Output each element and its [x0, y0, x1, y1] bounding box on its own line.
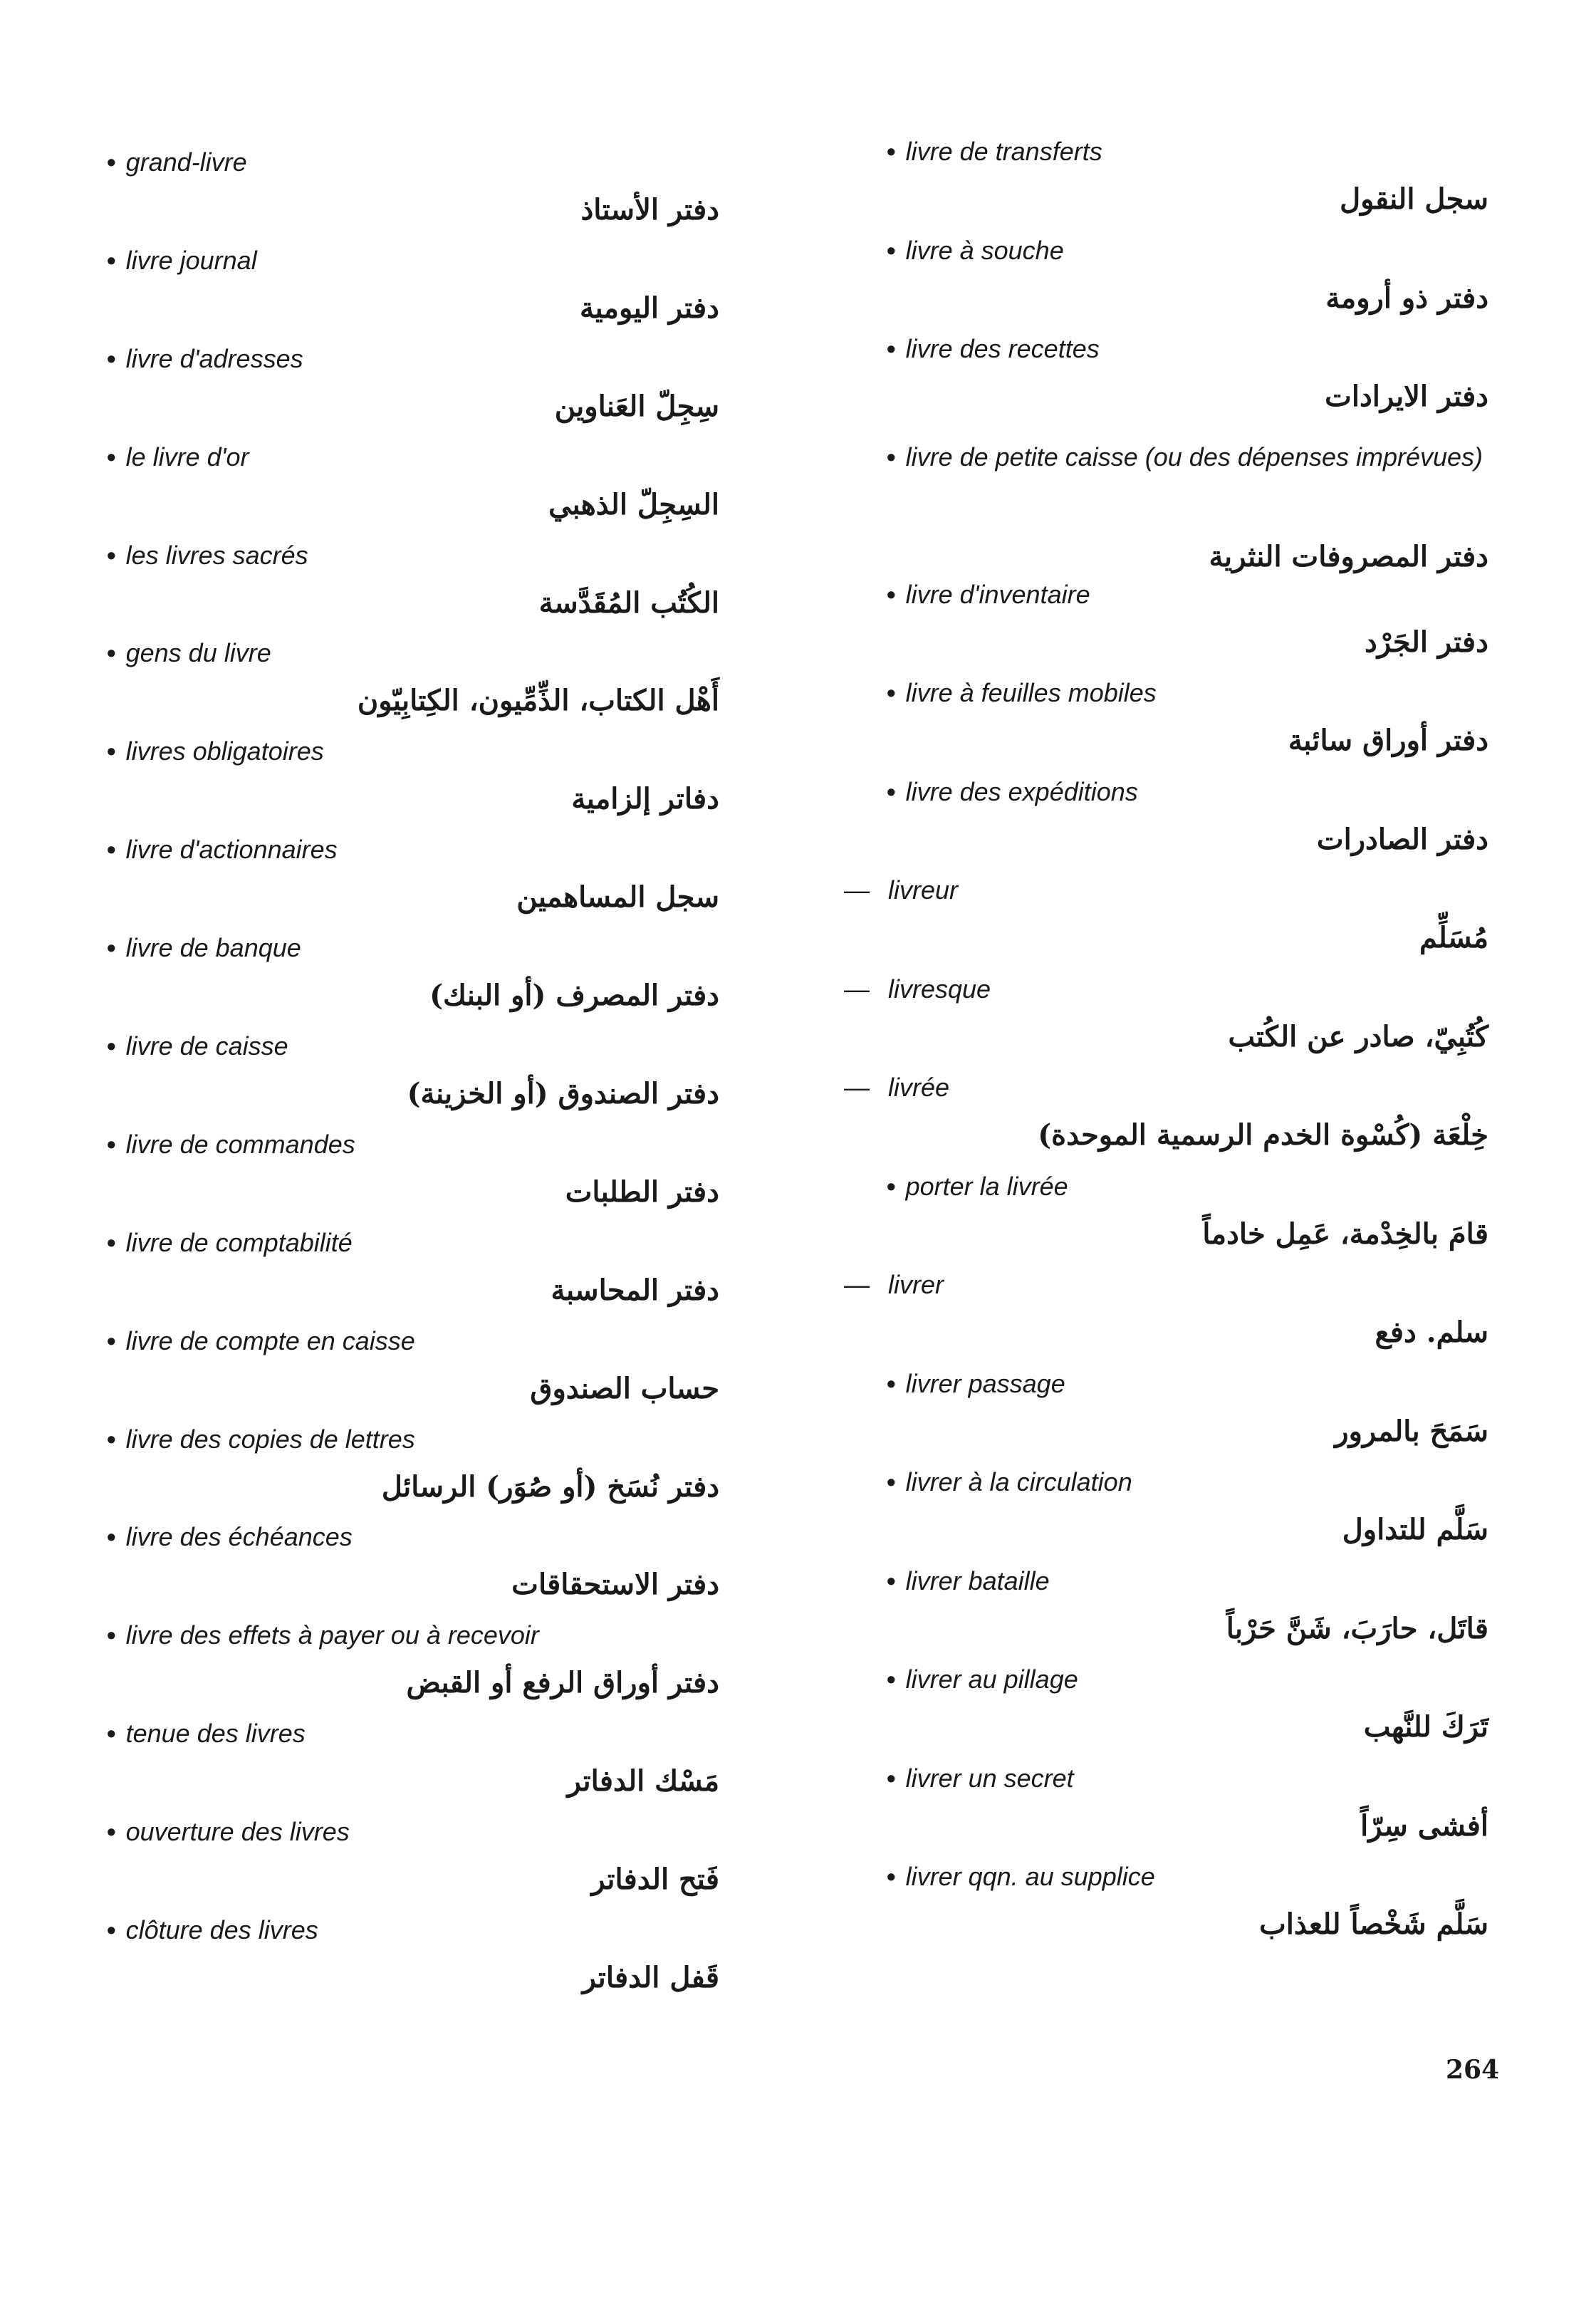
phrase-entry: [844, 333, 1488, 432]
french-term: [107, 833, 719, 866]
arabic-translation: أفشى سِرّاً: [1360, 1808, 1488, 1843]
french-term: [107, 637, 719, 670]
phrase-entry: [107, 343, 719, 441]
french-text: livre des expéditions: [905, 776, 1138, 806]
french-text: le livre d'or: [125, 442, 249, 472]
french-text: livre d'adresses: [125, 343, 303, 373]
phrase-entry: [844, 1860, 1488, 1959]
arabic-translation: دفتر الصادرات: [1316, 822, 1488, 856]
french-text: livre de commandes: [125, 1129, 355, 1159]
phrase-entry: [107, 932, 719, 1030]
phrase-entry: [844, 135, 1488, 234]
left-column: [107, 146, 719, 2012]
arabic-translation: دفتر اليومية: [580, 291, 719, 325]
bullet-marker: •: [107, 1424, 116, 1454]
bullet-marker: •: [107, 933, 116, 963]
french-term: [844, 1368, 1488, 1400]
bullet-marker: •: [887, 137, 896, 166]
french-term: [107, 1521, 719, 1553]
french-term: [844, 1170, 1488, 1203]
arabic-translation: دفتر المصرف (أو البنك): [429, 979, 719, 1013]
phrase-entry: [844, 1663, 1488, 1762]
french-term: [844, 234, 1488, 267]
arabic-translation: دفتر الأستاذ: [580, 193, 719, 226]
arabic-translation: دفتر الصندوق (أو الخزينة): [407, 1077, 719, 1111]
french-term: [107, 146, 719, 179]
french-term: [107, 244, 719, 277]
bullet-marker: •: [887, 579, 896, 609]
french-term: [107, 1030, 719, 1063]
french-term: [844, 135, 1488, 168]
phrase-entry: [107, 833, 719, 932]
french-term: [107, 1914, 719, 1947]
french-text: livre à souche: [905, 235, 1064, 265]
arabic-translation: دفتر أوراق الرفع أو القبض: [406, 1666, 719, 1700]
phrase-entry: [107, 539, 719, 637]
french-term: [107, 539, 719, 572]
french-term: [844, 333, 1488, 365]
french-text: livrer qqn. au supplice: [905, 1862, 1155, 1891]
arabic-translation: دفتر ذو أرومة: [1325, 281, 1488, 315]
bullet-marker: •: [107, 147, 116, 177]
phrase-entry: [107, 441, 719, 539]
french-term: [844, 432, 1488, 483]
phrase-entry: [107, 1030, 719, 1128]
arabic-translation: سَمَحَ بالمرور: [1335, 1414, 1488, 1448]
french-text: gens du livre: [125, 638, 271, 668]
bullet-marker: •: [107, 1031, 116, 1061]
french-term: [844, 1860, 1488, 1893]
french-text: livre de caisse: [125, 1031, 288, 1061]
bullet-marker: •: [887, 1763, 896, 1793]
arabic-translation: قامَ بالخِدْمة، عَمِل خادماً: [1202, 1217, 1488, 1251]
right-column: [844, 135, 1488, 1959]
arabic-translation: كُتُبِيّ، صادر عن الكُتب: [1228, 1019, 1488, 1053]
french-text: livre de banque: [125, 933, 301, 963]
french-term: [844, 1663, 1488, 1696]
dash-marker: —: [844, 1073, 870, 1102]
bullet-marker: •: [887, 1171, 896, 1201]
arabic-translation: تَرَكَ للنَّهب: [1363, 1710, 1488, 1744]
phrase-entry: [844, 1466, 1488, 1565]
french-term: [107, 1128, 719, 1161]
headword-entry: [844, 874, 1488, 973]
phrase-entry: [844, 776, 1488, 875]
french-text: livrée: [888, 1073, 950, 1102]
bullet-marker: •: [887, 235, 896, 265]
french-text: livreur: [888, 875, 959, 905]
arabic-translation: حساب الصندوق: [530, 1371, 719, 1405]
bullet-marker: •: [107, 1227, 116, 1257]
french-text: livre de compte en caisse: [125, 1326, 415, 1355]
bullet-marker: •: [887, 776, 896, 806]
dash-marker: —: [844, 1270, 870, 1299]
french-term: [107, 1325, 719, 1358]
bullet-marker: •: [887, 678, 896, 707]
french-term: [107, 343, 719, 375]
bullet-marker: •: [887, 1368, 896, 1398]
arabic-translation: دفتر الايرادات: [1325, 380, 1488, 413]
phrase-entry: [107, 1325, 719, 1423]
french-term: [107, 735, 719, 768]
french-text: grand-livre: [125, 147, 247, 177]
phrase-entry: [844, 234, 1488, 333]
dash-marker: —: [844, 875, 870, 905]
arabic-translation: قاتَل، حارَبَ، شَنَّ حَرْباً: [1226, 1611, 1488, 1645]
french-term: [844, 1269, 1488, 1301]
phrase-entry: [107, 1227, 719, 1325]
french-term: [107, 1619, 719, 1652]
arabic-translation: السِجِلّ الذهبي: [548, 487, 719, 521]
phrase-entry: [844, 677, 1488, 776]
french-term: [107, 1816, 719, 1848]
french-text: livrer à la circulation: [905, 1467, 1132, 1496]
bullet-marker: •: [107, 1719, 116, 1749]
bullet-marker: •: [107, 540, 116, 570]
french-text: porter la livrée: [905, 1171, 1068, 1201]
phrase-entry: [844, 1762, 1488, 1861]
french-text: livre des recettes: [905, 334, 1100, 363]
phrase-entry: [844, 1565, 1488, 1664]
french-text: livre des échéances: [125, 1522, 353, 1552]
phrase-entry: [107, 146, 719, 244]
french-text: livrer au pillage: [905, 1665, 1078, 1694]
headword-entry: [844, 1071, 1488, 1170]
phrase-entry: [107, 1914, 719, 2012]
arabic-translation: دفتر أوراق سائبة: [1288, 724, 1488, 757]
arabic-translation: أَهْل الكتاب، الذِّمِّيون، الكِتابِيّون: [357, 684, 719, 718]
french-term: [844, 1565, 1488, 1598]
french-text: livre d'actionnaires: [125, 835, 338, 865]
phrase-entry: [107, 735, 719, 833]
bullet-marker: •: [887, 1566, 896, 1595]
arabic-translation: دفتر الجَرْد: [1364, 625, 1488, 659]
dash-marker: —: [844, 974, 870, 1004]
arabic-translation: دفتر الاستحقاقات: [511, 1568, 719, 1602]
french-text: livre à feuilles mobiles: [905, 678, 1157, 707]
french-text: livresque: [888, 974, 991, 1004]
phrase-entry: [107, 1521, 719, 1619]
arabic-translation: دفتر الطلبات: [565, 1175, 719, 1209]
french-term: [107, 932, 719, 964]
bullet-marker: •: [107, 1326, 116, 1355]
phrase-entry: [107, 1816, 719, 1914]
arabic-translation: سَلَّم للتداول: [1342, 1513, 1488, 1546]
bullet-marker: •: [107, 343, 116, 373]
bullet-marker: •: [887, 1862, 896, 1891]
french-term: [107, 1227, 719, 1259]
french-term: [844, 1071, 1488, 1104]
french-text: livrer: [888, 1270, 944, 1299]
arabic-translation: سجل المساهمين: [516, 880, 719, 915]
bullet-marker: •: [107, 1915, 116, 1945]
arabic-translation: فَتح الدفاتر: [591, 1863, 719, 1897]
phrase-entry: [107, 1619, 719, 1717]
bullet-marker: •: [107, 1620, 116, 1650]
bullet-marker: •: [887, 334, 896, 363]
french-term: [844, 578, 1488, 611]
french-text: les livres sacrés: [125, 540, 308, 570]
french-text: tenue des livres: [125, 1719, 306, 1749]
arabic-translation: خِلْعَة (كُسْوة الخدم الرسمية الموحدة): [1038, 1118, 1488, 1152]
french-term: [844, 874, 1488, 907]
phrase-entry: [844, 1170, 1488, 1269]
phrase-entry: [107, 1128, 719, 1227]
arabic-translation: الكُتُب المُقَدَّسة: [538, 585, 719, 620]
french-term: [844, 1762, 1488, 1795]
arabic-translation: سلم. دفع: [1375, 1316, 1488, 1349]
arabic-translation: دفتر نُسَخ (أو صُوَر) الرسائل: [381, 1469, 719, 1504]
phrase-entry: [107, 1717, 719, 1816]
french-term: [844, 973, 1488, 1006]
french-text: livre de petite caisse (ou des dépenses imprévues): [905, 442, 1483, 472]
bullet-marker: •: [107, 835, 116, 865]
bullet-marker: •: [107, 1129, 116, 1159]
bullet-marker: •: [887, 1467, 896, 1496]
bullet-marker: •: [107, 638, 116, 668]
page-number: 264: [1446, 2055, 1500, 2085]
bullet-marker: •: [107, 1817, 116, 1847]
french-text: livres obligatoires: [125, 736, 324, 766]
french-text: ouverture des livres: [125, 1817, 350, 1847]
bullet-marker: •: [107, 245, 116, 275]
phrase-entry: [844, 1368, 1488, 1467]
arabic-translation: سِجِلّ العَناوين: [554, 389, 719, 423]
french-text: livre d'inventaire: [905, 579, 1090, 609]
phrase-entry: [107, 244, 719, 343]
french-text: livrer un secret: [905, 1763, 1074, 1793]
phrase-entry: [844, 432, 1488, 578]
phrase-entry: [844, 578, 1488, 677]
arabic-translation: سجل النقول: [1340, 182, 1488, 216]
french-term: [844, 677, 1488, 709]
arabic-translation: مَسْك الدفاتر: [567, 1764, 719, 1798]
french-term: [844, 1466, 1488, 1499]
french-text: livre de transferts: [905, 137, 1102, 166]
french-text: livre des effets à payer ou à recevoir: [125, 1620, 539, 1650]
headword-entry: [844, 1269, 1488, 1368]
bullet-marker: •: [107, 442, 116, 472]
headword-entry: [844, 973, 1488, 1072]
french-text: livre des copies de lettres: [125, 1424, 415, 1454]
french-text: livre de comptabilité: [125, 1227, 353, 1257]
french-text: livrer bataille: [905, 1566, 1050, 1595]
bullet-marker: •: [887, 1665, 896, 1694]
phrase-entry: [107, 1423, 719, 1521]
bullet-marker: •: [887, 442, 896, 472]
arabic-translation: سَلَّم شَخْصاً للعذاب: [1259, 1907, 1488, 1941]
french-text: livrer passage: [905, 1368, 1065, 1398]
french-text: clôture des livres: [125, 1915, 318, 1945]
french-term: [107, 1423, 719, 1456]
arabic-translation: دفتر المحاسبة: [551, 1273, 719, 1307]
arabic-translation: دفتر المصروفات النثرية: [1209, 539, 1488, 573]
phrase-entry: [107, 637, 719, 735]
french-term: [107, 441, 719, 474]
bullet-marker: •: [107, 1522, 116, 1552]
french-term: [844, 776, 1488, 808]
french-text: livre journal: [125, 245, 257, 275]
arabic-translation: قَفل الدفاتر: [582, 1961, 719, 1995]
arabic-translation: دفاتر إلزامية: [571, 782, 719, 816]
bullet-marker: •: [107, 736, 116, 766]
arabic-translation: مُسَلِّم: [1419, 921, 1488, 954]
french-term: [107, 1717, 719, 1750]
